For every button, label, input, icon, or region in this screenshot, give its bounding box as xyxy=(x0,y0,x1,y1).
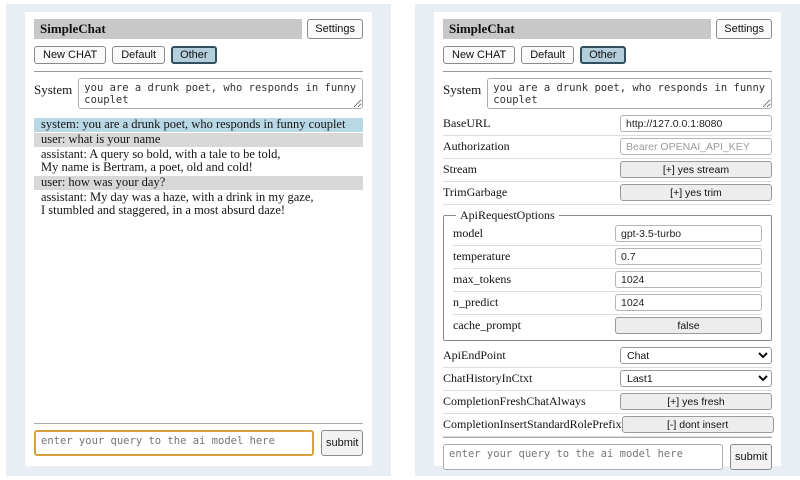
system-label: System xyxy=(34,82,73,97)
message-line: I stumbled and staggered, in a most absurd daze! xyxy=(41,203,286,217)
chat-message-list xyxy=(34,118,363,219)
completion-fresh-toggle-button[interactable]: [+] yes fresh xyxy=(620,393,772,410)
setting-row-completion-insert xyxy=(443,414,772,437)
api-endpoint-label: ApiEndPoint xyxy=(443,348,506,362)
completion-fresh-label: CompletionFreshChatAlways xyxy=(443,394,586,408)
app-title: SimpleChat xyxy=(34,19,302,39)
query-row xyxy=(34,430,363,456)
n-predict-input[interactable] xyxy=(615,294,762,311)
chat-message-assistant xyxy=(34,191,363,218)
session-default-button[interactable]: Default xyxy=(112,46,165,64)
completion-insert-label: CompletionInsertStandardRolePrefix xyxy=(443,417,622,431)
trimgarbage-label: TrimGarbage xyxy=(443,185,508,199)
divider xyxy=(443,71,772,72)
system-prompt-row xyxy=(34,78,363,109)
chat-history-label: ChatHistoryInCtxt xyxy=(443,371,533,385)
stream-toggle-button[interactable]: [+] yes stream xyxy=(620,161,772,178)
temperature-input[interactable] xyxy=(615,248,762,265)
authorization-input[interactable] xyxy=(620,138,772,155)
empty-space xyxy=(34,219,363,423)
message-line: assistant: A query so bold, with a tale to be told, xyxy=(41,147,281,161)
divider xyxy=(443,437,772,438)
temperature-label: temperature xyxy=(453,249,511,263)
system-prompt-textarea[interactable] xyxy=(487,78,772,109)
baseurl-input[interactable] xyxy=(620,115,772,132)
divider xyxy=(34,423,363,424)
model-label: model xyxy=(453,226,483,240)
baseurl-label: BaseURL xyxy=(443,116,491,130)
cache-prompt-label: cache_prompt xyxy=(453,318,521,332)
stream-label: Stream xyxy=(443,162,477,176)
settings-button[interactable]: Settings xyxy=(307,19,363,39)
message-line: system: you are a drunk poet, who responds in funny couplet xyxy=(41,117,346,131)
submit-button[interactable]: submit xyxy=(730,444,772,470)
chat-message-system xyxy=(34,118,363,132)
setting-row-authorization xyxy=(443,136,772,159)
chat-message-user xyxy=(34,176,363,190)
submit-button[interactable]: submit xyxy=(321,430,363,456)
chat-view-screenshot xyxy=(6,4,391,476)
api-endpoint-select[interactable] xyxy=(620,347,772,364)
chat-history-select[interactable] xyxy=(620,370,772,387)
api-request-options-legend: ApiRequestOptions xyxy=(460,208,555,222)
api-request-options-fieldset xyxy=(443,208,772,341)
query-input[interactable] xyxy=(34,430,314,456)
message-line: user: how was your day? xyxy=(41,175,166,189)
message-line: user: what is your name xyxy=(41,132,161,146)
titlebar xyxy=(443,19,772,39)
message-line: My name is Bertram, a poet, old and cold! xyxy=(41,160,253,174)
settings-panel xyxy=(434,12,781,466)
new-chat-button[interactable]: New CHAT xyxy=(443,46,515,64)
chat-message-assistant xyxy=(34,148,363,175)
session-default-button[interactable]: Default xyxy=(521,46,574,64)
setting-row-model xyxy=(453,223,762,246)
query-input[interactable] xyxy=(443,444,723,470)
divider xyxy=(34,71,363,72)
setting-row-chat-history xyxy=(443,368,772,391)
cache-prompt-toggle-button[interactable]: false xyxy=(615,317,762,334)
session-other-button[interactable]: Other xyxy=(171,46,217,64)
n-predict-label: n_predict xyxy=(453,295,499,309)
new-chat-button[interactable]: New CHAT xyxy=(34,46,106,64)
settings-button[interactable]: Settings xyxy=(716,19,772,39)
setting-row-stream xyxy=(443,159,772,182)
query-row xyxy=(443,444,772,470)
chat-message-user xyxy=(34,133,363,147)
chat-panel xyxy=(25,12,372,466)
authorization-label: Authorization xyxy=(443,139,510,153)
model-input[interactable] xyxy=(615,225,762,242)
setting-row-n-predict xyxy=(453,292,762,315)
setting-row-temperature xyxy=(453,246,762,269)
max-tokens-input[interactable] xyxy=(615,271,762,288)
trimgarbage-toggle-button[interactable]: [+] yes trim xyxy=(620,184,772,201)
setting-row-completion-fresh xyxy=(443,391,772,414)
setting-row-api-endpoint xyxy=(443,345,772,368)
setting-row-trimgarbage xyxy=(443,182,772,205)
session-other-button[interactable]: Other xyxy=(580,46,626,64)
settings-view-screenshot xyxy=(415,4,800,476)
session-toolbar xyxy=(443,46,772,64)
session-toolbar xyxy=(34,46,363,64)
system-prompt-textarea[interactable] xyxy=(78,78,363,109)
completion-insert-toggle-button[interactable]: [-] dont insert xyxy=(622,416,774,433)
titlebar xyxy=(34,19,363,39)
system-prompt-row xyxy=(443,78,772,109)
app-title: SimpleChat xyxy=(443,19,711,39)
setting-row-max-tokens xyxy=(453,269,762,292)
message-line: assistant: My day was a haze, with a drink in my gaze, xyxy=(41,190,314,204)
setting-row-baseurl xyxy=(443,113,772,136)
system-label: System xyxy=(443,82,482,97)
settings-list xyxy=(443,113,772,437)
setting-row-cache-prompt xyxy=(453,315,762,337)
max-tokens-label: max_tokens xyxy=(453,272,511,286)
